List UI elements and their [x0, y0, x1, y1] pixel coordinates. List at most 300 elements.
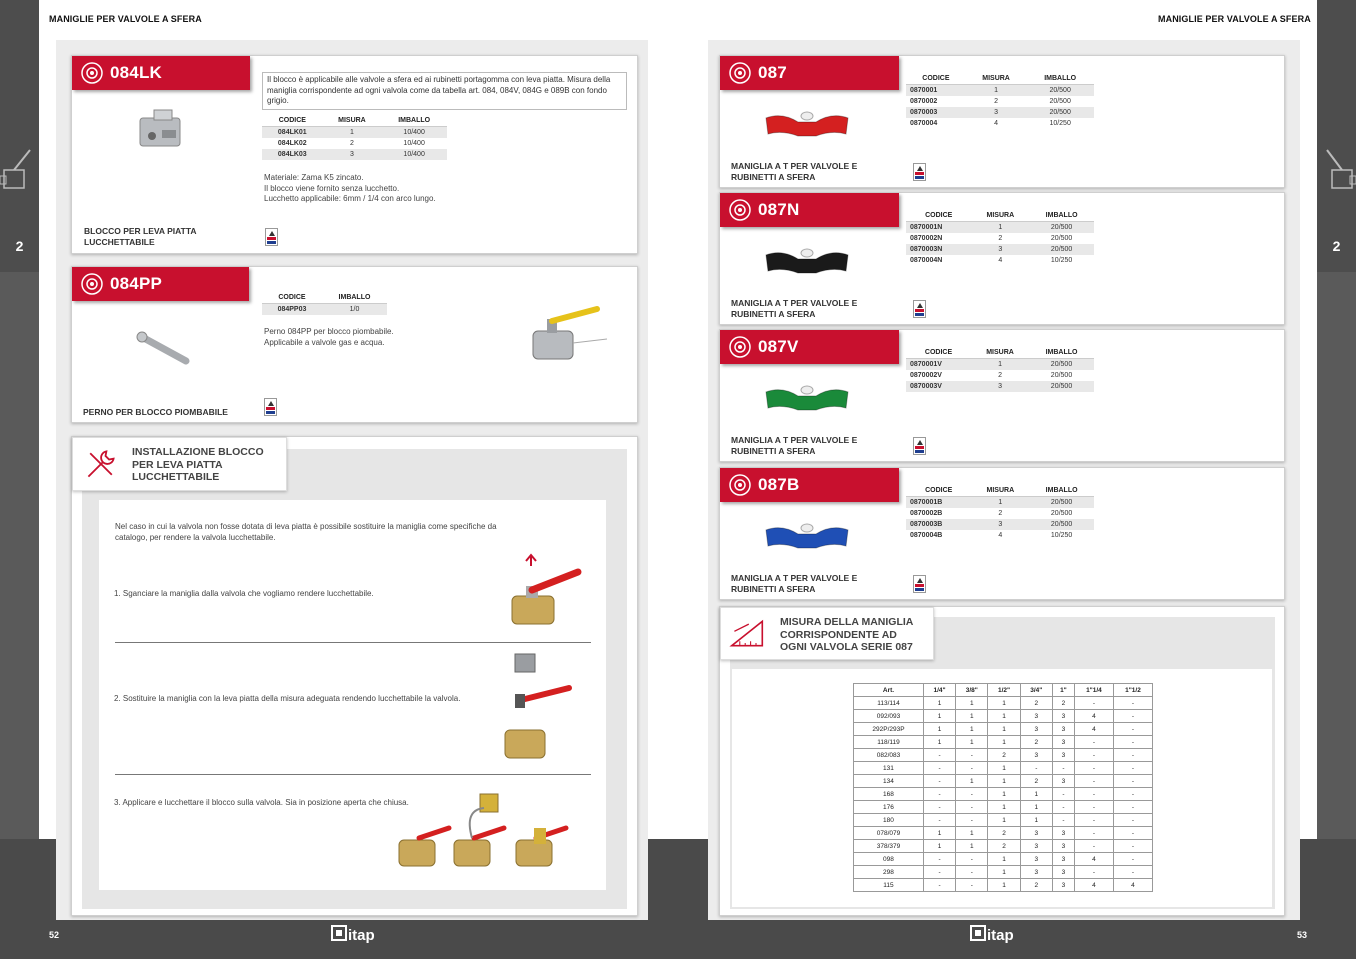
spec-table — [906, 347, 1094, 392]
installation-step-3: 3. Applicare e lucchettare il blocco sulla valvola. Sia in posizione aperta che chiusa. — [114, 798, 409, 807]
product-code: 087V — [758, 337, 799, 356]
table-cell: - — [1074, 749, 1113, 762]
cell-size: 3 — [971, 381, 1029, 392]
table-cell: - — [956, 762, 988, 775]
installation-title-box — [72, 437, 287, 491]
table-cell: - — [1113, 853, 1152, 866]
table-cell: - — [1052, 762, 1074, 775]
col-header: MISURA — [966, 73, 1026, 85]
note-line: Applicabile a valvole gas e acqua. — [264, 337, 385, 347]
table-cell: 1 — [923, 710, 955, 723]
product-card-087N — [719, 192, 1285, 325]
table-cell: 2 — [988, 749, 1020, 762]
table-row — [854, 801, 1153, 814]
replacement-lever-image — [499, 650, 579, 770]
table-cell: 118/119 — [854, 736, 924, 749]
product-code-tag — [72, 267, 249, 301]
svg-text:itap: itap — [987, 927, 1014, 944]
table-header-row — [854, 684, 1153, 697]
cell-pack: 10/400 — [403, 140, 425, 147]
table-cell: - — [1113, 801, 1152, 814]
table-cell: - — [1113, 736, 1152, 749]
name-line: MANIGLIA A T PER VALVOLE E — [731, 573, 858, 583]
valve-outline-icon — [1317, 140, 1356, 210]
header-title-left: MANIGLIE PER VALVOLE A SFERA — [49, 14, 202, 24]
table-row — [906, 118, 1094, 129]
col-header: MISURA — [971, 347, 1029, 359]
product-code: 087 — [758, 63, 787, 82]
table-cell: 378/379 — [854, 840, 924, 853]
cell-size: 1 — [971, 222, 1029, 234]
product-code-tag — [72, 56, 250, 90]
table-cell: 298 — [854, 866, 924, 879]
table-cell: 4 — [1074, 853, 1113, 866]
name-line: RUBINETTI A SFERA — [731, 172, 816, 182]
product-name — [731, 161, 857, 183]
cell-pack: 20/500 — [1029, 519, 1094, 530]
table-cell: 1 — [988, 801, 1020, 814]
col-header: CODICE — [906, 210, 971, 222]
table-cell: 176 — [854, 801, 924, 814]
cell-pack: 10/250 — [1049, 120, 1071, 127]
cell-size: 2 — [998, 372, 1002, 379]
table-cell: 1 — [988, 762, 1020, 775]
cell-code: 084LK01 — [262, 127, 323, 139]
valve-outline-icon — [0, 140, 39, 210]
product-name — [84, 226, 197, 248]
cell-size: 3 — [971, 244, 1029, 255]
section-number: 2 — [15, 238, 24, 254]
cell-size: 3 — [971, 519, 1029, 530]
table-cell: 2 — [1020, 736, 1052, 749]
table-cell: - — [1113, 697, 1152, 710]
cell-size: 4 — [998, 532, 1003, 539]
table-row — [854, 749, 1153, 762]
col-header: MISURA — [971, 485, 1029, 497]
table-cell: 3 — [1052, 853, 1074, 866]
cell-code: 084LK02 — [277, 140, 307, 147]
table-cell: 3 — [1052, 749, 1074, 762]
table-cell: - — [923, 762, 955, 775]
cell-code: 0870001 — [906, 85, 966, 97]
cell-code: 0870002N — [910, 235, 943, 242]
table-cell: - — [1113, 814, 1152, 827]
size-table-title — [780, 616, 913, 654]
title-line: CORRISPONDENTE AD — [780, 628, 897, 641]
gear-icon — [728, 61, 752, 85]
table-cell: 1 — [956, 827, 988, 840]
table-cell: - — [1113, 840, 1152, 853]
table-cell: 1 — [988, 853, 1020, 866]
cell-size: 2 — [349, 140, 354, 147]
table-cell: - — [1113, 788, 1152, 801]
gear-icon — [728, 198, 752, 222]
spec-table-084LK — [262, 115, 447, 160]
size-table-card — [719, 606, 1285, 916]
cell-size: 1 — [323, 127, 382, 139]
cell-size: 2 — [998, 235, 1003, 242]
table-cell: 1 — [988, 788, 1020, 801]
gas-valve-image — [527, 305, 617, 375]
table-cell: 113/114 — [854, 697, 924, 710]
table-cell: - — [1074, 840, 1113, 853]
table-cell: - — [1052, 814, 1074, 827]
table-cell: 1 — [923, 827, 955, 840]
made-in-italy-icon — [265, 228, 278, 246]
made-in-italy-icon — [913, 300, 926, 318]
table-cell: 2 — [1052, 697, 1074, 710]
left-section-tab — [0, 0, 39, 272]
table-cell: 2 — [988, 827, 1020, 840]
title-line: LUCCHETTABILE — [132, 471, 220, 483]
title-line: OGNI VALVOLA SERIE 087 — [780, 641, 913, 653]
intro-line: catalogo, per rendere la valvola lucchettabile. — [115, 533, 276, 542]
table-cell: 078/079 — [854, 827, 924, 840]
table-cell: 180 — [854, 814, 924, 827]
table-cell: - — [956, 879, 988, 892]
made-in-italy-icon — [913, 437, 926, 455]
table-row — [854, 723, 1153, 736]
table-cell: 3 — [1020, 853, 1052, 866]
table-cell: 1 — [956, 710, 988, 723]
cell-code: 0870001V — [906, 359, 971, 371]
cell-size: 4 — [994, 120, 999, 127]
table-cell: 1 — [923, 840, 955, 853]
table-cell: - — [1074, 736, 1113, 749]
product-name — [731, 435, 857, 457]
product-code-tag — [720, 56, 899, 90]
cell-pack: 20/500 — [1029, 244, 1094, 255]
table-cell: 2 — [1020, 775, 1052, 788]
table-cell: - — [956, 788, 988, 801]
gear-icon — [80, 61, 104, 85]
table-cell: 1 — [1020, 814, 1052, 827]
cell-pack: 20/500 — [1050, 372, 1073, 379]
right-section-tab — [1317, 0, 1356, 272]
red-lever-valve-image — [504, 552, 584, 632]
table-cell: 1 — [988, 879, 1020, 892]
material-notes — [264, 173, 436, 205]
name-line: MANIGLIA A T PER VALVOLE E — [731, 298, 858, 308]
table-row — [262, 149, 447, 160]
intro-line: Nel caso in cui la valvola non fosse dotata di leva piatta è possibile sostituire la maniglia come specifiche da — [115, 522, 497, 531]
table-cell: 3 — [1020, 827, 1052, 840]
table-row — [906, 508, 1094, 519]
table-cell: - — [1113, 762, 1152, 775]
header-title-right: MANIGLIE PER VALVOLE A SFERA — [1158, 14, 1311, 24]
col-header: IMBALLO — [322, 292, 387, 304]
table-cell: 3 — [1052, 736, 1074, 749]
table-row — [854, 710, 1153, 723]
table-row — [906, 244, 1094, 255]
col-header: 3/4" — [1020, 684, 1052, 697]
cell-code: 0870003N — [906, 244, 971, 255]
table-cell: - — [1074, 827, 1113, 840]
table-row — [906, 519, 1094, 530]
table-cell: 1 — [923, 697, 955, 710]
product-card-084PP — [71, 266, 638, 423]
table-row — [906, 255, 1094, 266]
table-row — [906, 233, 1094, 244]
product-card-087V — [719, 329, 1285, 462]
cell-pack: 10/400 — [381, 127, 447, 139]
table-cell: 3 — [1020, 723, 1052, 736]
table-row — [906, 85, 1094, 97]
cell-pack: 10/250 — [1050, 257, 1073, 264]
cell-code: 0870001N — [906, 222, 971, 234]
table-cell: 3 — [1052, 866, 1074, 879]
product-name: PERNO PER BLOCCO PIOMBABILE — [83, 407, 228, 417]
made-in-italy-icon — [264, 398, 277, 416]
pin-notes — [264, 327, 394, 348]
cell-code: 0870003 — [906, 107, 966, 118]
cell-code: 0870002B — [910, 510, 943, 517]
table-cell: - — [923, 749, 955, 762]
product-code-tag — [720, 330, 899, 364]
table-row — [854, 827, 1153, 840]
measure-icon — [729, 618, 765, 650]
table-cell: - — [1020, 762, 1052, 775]
gear-icon — [728, 473, 752, 497]
product-card-084LK — [71, 55, 638, 254]
product-code: 087B — [758, 475, 800, 494]
table-cell: - — [1052, 801, 1074, 814]
table-cell: - — [1074, 697, 1113, 710]
cell-code: 0870002V — [910, 372, 942, 379]
product-code: 084PP — [110, 274, 163, 293]
cell-pack: 20/500 — [1050, 235, 1073, 242]
made-in-italy-icon — [913, 163, 926, 181]
product-card-087B — [719, 467, 1285, 600]
gear-icon — [728, 335, 752, 359]
table-cell: - — [1074, 775, 1113, 788]
table-cell: 3 — [1020, 840, 1052, 853]
col-header: 1"1/2 — [1113, 684, 1152, 697]
table-row — [854, 853, 1153, 866]
table-cell: 2 — [1020, 879, 1052, 892]
cell-size: 1 — [966, 85, 1026, 97]
installation-step-1: 1. Sganciare la maniglia dalla valvola che vogliamo rendere lucchettabile. — [114, 589, 374, 598]
table-cell: 131 — [854, 762, 924, 775]
table-cell: 1 — [988, 723, 1020, 736]
installation-intro — [115, 521, 497, 543]
col-header: 3/8" — [956, 684, 988, 697]
table-row — [854, 788, 1153, 801]
cell-size: 1 — [971, 359, 1029, 371]
cell-code: 0870004 — [910, 120, 938, 127]
table-cell: 3 — [1052, 879, 1074, 892]
table-row — [854, 697, 1153, 710]
table-cell: - — [1074, 866, 1113, 879]
cell-pack: 20/500 — [1029, 381, 1094, 392]
table-cell: 4 — [1074, 879, 1113, 892]
spec-table — [906, 485, 1094, 541]
table-cell: 1 — [988, 697, 1020, 710]
col-header: CODICE — [906, 347, 971, 359]
table-cell: - — [1074, 814, 1113, 827]
table-cell: 2 — [1020, 697, 1052, 710]
col-header: CODICE — [262, 115, 323, 127]
table-cell: - — [956, 853, 988, 866]
table-cell: - — [1113, 827, 1152, 840]
installation-title — [132, 446, 264, 484]
table-row — [854, 762, 1153, 775]
table-row — [854, 814, 1153, 827]
table-cell: 1 — [956, 736, 988, 749]
table-cell: 3 — [1052, 723, 1074, 736]
spec-table-084PP — [262, 292, 387, 315]
table-cell: 3 — [1020, 710, 1052, 723]
name-line: RUBINETTI A SFERA — [731, 584, 816, 594]
table-cell: 1 — [956, 697, 988, 710]
table-row — [906, 107, 1094, 118]
table-cell: 082/083 — [854, 749, 924, 762]
table-row — [854, 879, 1153, 892]
table-cell: 1 — [956, 840, 988, 853]
installation-card — [71, 436, 638, 916]
table-row — [906, 96, 1094, 107]
col-header: Art. — [854, 684, 924, 697]
product-code: 084LK — [110, 63, 163, 82]
table-cell: - — [1052, 788, 1074, 801]
itap-logo — [331, 924, 387, 944]
table-cell: - — [956, 814, 988, 827]
cell-size: 2 — [998, 510, 1003, 517]
table-cell: - — [923, 879, 955, 892]
table-cell: - — [923, 853, 955, 866]
table-cell: 1 — [923, 723, 955, 736]
locked-valves-image — [394, 790, 604, 880]
col-header: 1" — [1052, 684, 1074, 697]
table-cell: 292P/293P — [854, 723, 924, 736]
table-row — [262, 304, 387, 316]
table-row — [906, 530, 1094, 541]
cell-pack: 20/500 — [1029, 497, 1094, 509]
table-row — [262, 138, 447, 149]
table-cell: - — [923, 788, 955, 801]
cell-code: 0870002 — [910, 98, 938, 105]
table-cell: - — [1074, 788, 1113, 801]
table-cell: - — [923, 801, 955, 814]
col-header: 1"1/4 — [1074, 684, 1113, 697]
table-cell: 1 — [988, 814, 1020, 827]
table-cell: - — [956, 866, 988, 879]
table-cell: 1 — [988, 710, 1020, 723]
pin-image — [134, 329, 194, 369]
col-header: 1/2" — [988, 684, 1020, 697]
table-cell: 115 — [854, 879, 924, 892]
note-line: Il blocco viene fornito senza lucchetto. — [264, 183, 400, 193]
cell-size: 4 — [998, 257, 1003, 264]
table-cell: 1 — [1020, 801, 1052, 814]
cell-pack: 20/500 — [1049, 98, 1071, 105]
name-line: BLOCCO PER LEVA PIATTA — [84, 226, 197, 236]
table-cell: 2 — [988, 840, 1020, 853]
note-line: Lucchetto applicabile: 6mm / 1/4 con arco lungo. — [264, 194, 436, 203]
note-line: Perno 084PP per blocco piombabile. — [264, 327, 394, 336]
table-cell: - — [956, 749, 988, 762]
step-divider — [115, 642, 591, 643]
table-row — [906, 370, 1094, 381]
col-header: MISURA — [971, 210, 1029, 222]
gear-icon — [80, 272, 104, 296]
table-cell: 1 — [988, 866, 1020, 879]
cell-pack: 20/500 — [1029, 359, 1094, 371]
product-code-tag — [720, 193, 899, 227]
table-cell: 098 — [854, 853, 924, 866]
lock-block-image — [132, 106, 192, 156]
col-header: IMBALLO — [1029, 485, 1094, 497]
table-cell: 3 — [1020, 749, 1052, 762]
table-cell: 4 — [1074, 723, 1113, 736]
table-cell: - — [1113, 710, 1152, 723]
table-row — [854, 840, 1153, 853]
col-header: CODICE — [906, 73, 966, 85]
product-code: 087N — [758, 200, 800, 219]
cell-pack: 20/500 — [1026, 85, 1094, 97]
cell-code: 0870001B — [906, 497, 971, 509]
col-header: MISURA — [323, 115, 382, 127]
table-cell: 4 — [1074, 710, 1113, 723]
product-code-tag — [720, 468, 899, 502]
svg-text:itap: itap — [348, 927, 375, 944]
table-cell: 092/093 — [854, 710, 924, 723]
col-header: IMBALLO — [1026, 73, 1094, 85]
col-header: IMBALLO — [1029, 347, 1094, 359]
name-line: RUBINETTI A SFERA — [731, 309, 816, 319]
section-number: 2 — [1332, 238, 1341, 254]
col-header: IMBALLO — [1029, 210, 1094, 222]
table-row — [906, 381, 1094, 392]
title-line: PER LEVA PIATTA — [132, 458, 223, 471]
name-line: RUBINETTI A SFERA — [731, 446, 816, 456]
t-handle-image — [762, 516, 852, 560]
t-handle-image — [762, 378, 852, 422]
cell-pack: 10/250 — [1050, 532, 1073, 539]
cell-pack: 20/500 — [1050, 510, 1073, 517]
handle-size-table — [853, 683, 1153, 892]
cell-code: 0870004N — [910, 257, 943, 264]
table-cell: - — [1113, 749, 1152, 762]
installation-step-2: 2. Sostituire la maniglia con la leva piatta della misura adeguata rendendo lucchettabile la valvola. — [114, 694, 461, 703]
col-header: CODICE — [906, 485, 971, 497]
table-row — [854, 736, 1153, 749]
table-row — [262, 127, 447, 139]
description-box: Il blocco è applicabile alle valvole a sfera ed ai rubinetti portagomma con leva piatta. Misura della maniglia corrispondente ad ogni valvola come da tabella art. 084, 084V, 084G e 089B con fondo grigio. — [262, 72, 627, 110]
table-row — [906, 222, 1094, 234]
name-line: MANIGLIA A T PER VALVOLE E — [731, 161, 858, 171]
cell-size: 3 — [323, 149, 382, 160]
table-cell: 134 — [854, 775, 924, 788]
made-in-italy-icon — [913, 575, 926, 593]
table-row — [906, 359, 1094, 371]
table-cell: 4 — [1113, 879, 1152, 892]
table-cell: 1 — [956, 775, 988, 788]
table-cell: 168 — [854, 788, 924, 801]
installation-body — [99, 500, 606, 890]
table-cell: - — [1074, 762, 1113, 775]
table-cell: 3 — [1052, 827, 1074, 840]
page-number-right: 53 — [1297, 930, 1308, 940]
name-line: LUCCHETTABILE — [84, 237, 155, 247]
cell-code: 0870003B — [906, 519, 971, 530]
table-cell: 1 — [988, 736, 1020, 749]
cell-size: 3 — [966, 107, 1026, 118]
spec-table — [906, 73, 1094, 129]
title-line: MISURA DELLA MANIGLIA — [780, 616, 914, 628]
table-cell: - — [956, 801, 988, 814]
cell-code: 084PP03 — [262, 304, 322, 316]
